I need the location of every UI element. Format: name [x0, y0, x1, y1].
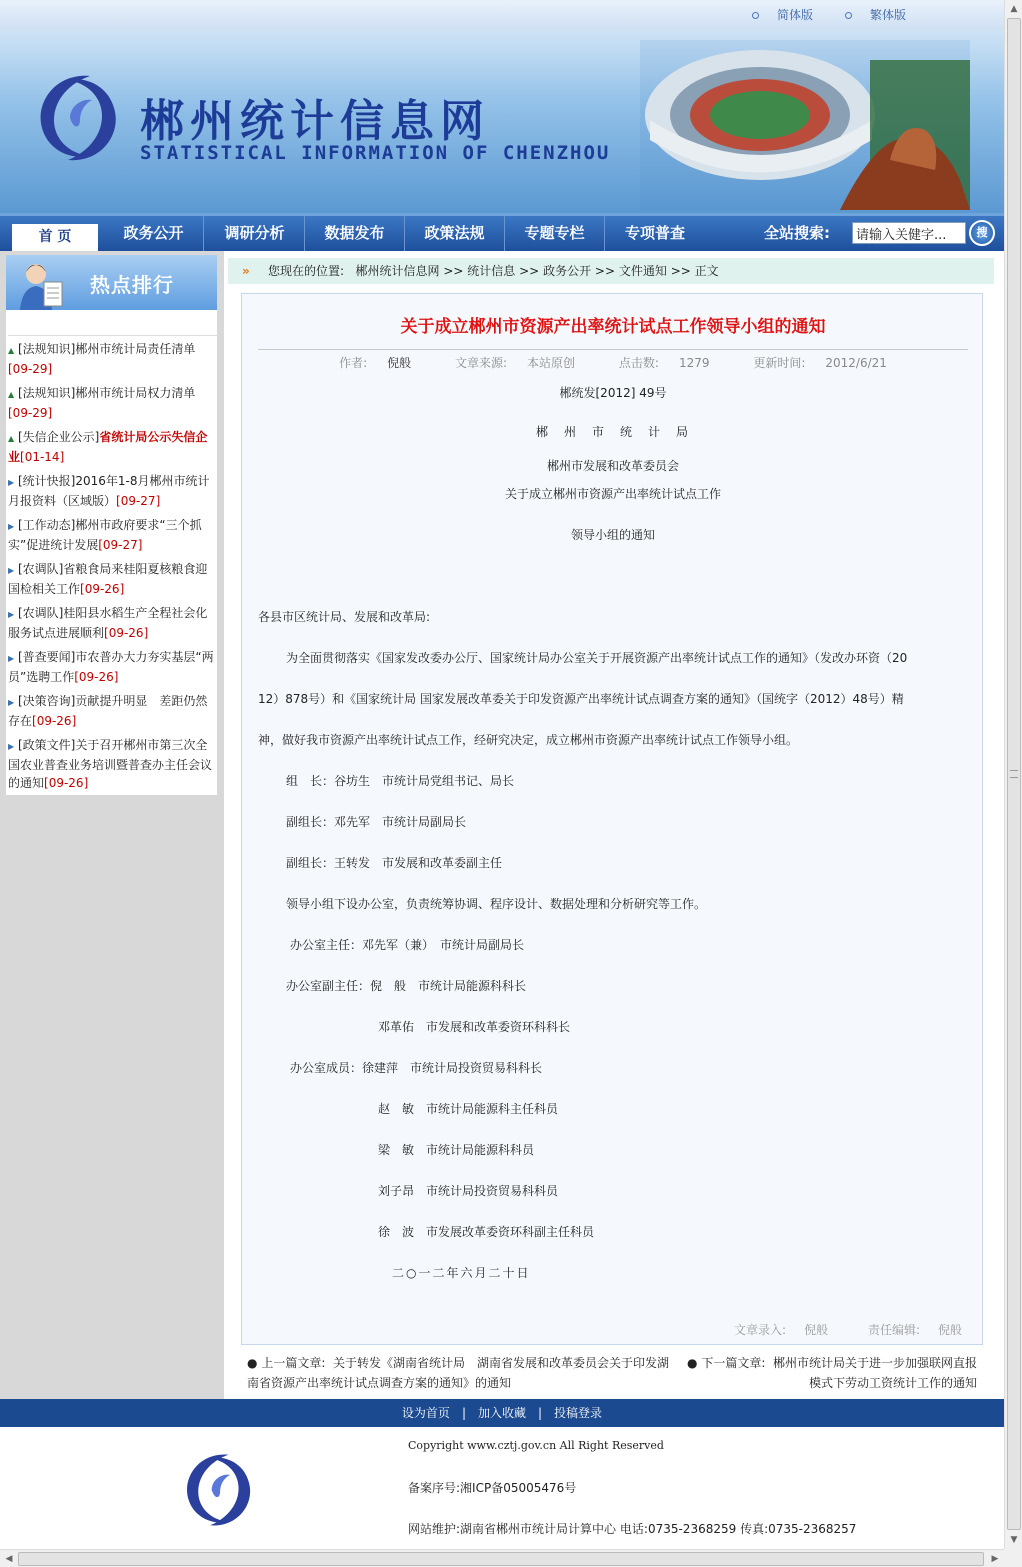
submission-login-link[interactable]: 投稿登录 — [554, 1406, 603, 1420]
list-item-date: [09-26] — [74, 670, 119, 684]
main-nav — [0, 213, 1004, 251]
footer-link-bar — [0, 1399, 1004, 1427]
scroll-grip-icon — [1010, 770, 1018, 778]
next-label: 下一篇文章: — [701, 1356, 766, 1370]
article-navigation — [241, 1353, 983, 1393]
site-title: 郴州统计信息网 — [140, 96, 490, 147]
stadium-photo — [640, 40, 970, 210]
scroll-left-icon[interactable]: ◀ — [5, 1554, 13, 1564]
bullet-icon: ● — [687, 1356, 698, 1370]
hot-ranking-header — [6, 255, 217, 310]
simplified-label[interactable]: 简体版 — [777, 8, 814, 22]
footer — [0, 1427, 1004, 1549]
footer-logo-icon — [175, 1448, 261, 1532]
member-line-2: 赵 敏 市统计局能源科主任科员 — [378, 1102, 559, 1116]
previous-label: 上一篇文章: — [261, 1356, 326, 1370]
breadcrumb-current: 正文 — [694, 264, 719, 278]
list-item-text[interactable]: [农调队]桂阳县水稻生产全程社会化服务试点进展顺利 — [8, 606, 208, 640]
list-item-text[interactable]: [工作动态]郴州市政府要求“三个抓实”促进统计发展 — [8, 518, 202, 552]
icp-label: 备案序号: — [408, 1481, 461, 1495]
search-input[interactable] — [852, 222, 966, 244]
search-button[interactable]: 搜 — [969, 220, 995, 246]
top-bar — [0, 0, 1004, 30]
author-label: 作者: — [339, 356, 368, 370]
fax-label: 传真: — [740, 1522, 769, 1536]
site-logo-icon[interactable] — [30, 68, 125, 168]
next-article — [687, 1353, 977, 1393]
nav-item-data-release[interactable]: 数据发布 — [305, 216, 405, 251]
bullet-icon — [845, 12, 852, 19]
list-item-date: [01-14] — [20, 450, 65, 464]
list-item-text[interactable]: [法规知识]郴州市统计局责任清单 — [18, 342, 196, 356]
office-deputy-line-1: 办公室副主任：倪 般 市统计局能源科科长 — [286, 979, 527, 993]
leader-line: 组 长：谷坊生 市统计局党组书记、局长 — [286, 774, 515, 788]
copyright: Copyright www.cztj.gov.cn All Right Reserved — [408, 1439, 664, 1452]
list-item[interactable] — [8, 468, 219, 512]
salutation: 各县市区统计局、发展和改革局: — [258, 610, 431, 624]
next-article-link[interactable]: 郴州市统计局关于进一步加强联网直报模式下劳动工资统计工作的通知 — [773, 1356, 978, 1390]
maintenance-info — [408, 1520, 856, 1537]
updated-value: 2012/6/21 — [825, 356, 887, 370]
list-item[interactable] — [8, 336, 219, 380]
list-item-text[interactable]: [政策文件]关于召开郴州市第三次全国农业普查业务培训暨普查办主任会议的通知 — [8, 738, 213, 790]
body-line-1: 为全面贯彻落实《国家发改委办公厅、国家统计局办公室关于开展资源产出率统计试点工作的通知》（发改办环资（20 — [286, 651, 908, 665]
hot-ranking-title: 热点排行 — [90, 273, 174, 297]
article-meta — [242, 354, 984, 371]
search-label: 全站搜索: — [764, 224, 830, 242]
horizontal-scrollbar[interactable] — [0, 1549, 1004, 1567]
list-item-date: [09-29] — [8, 406, 53, 420]
entry-label: 文章录入: — [734, 1323, 787, 1337]
up-arrow-icon: ▲ — [8, 434, 15, 443]
maint-value: 湖南省郴州市统计局计算中心 — [460, 1522, 617, 1536]
nav-item-research[interactable]: 调研分析 — [205, 216, 305, 251]
scroll-up-icon[interactable]: ▲ — [1010, 4, 1018, 14]
list-item-date: [09-29] — [8, 362, 53, 376]
list-item-date: [09-26] — [44, 776, 89, 790]
triangle-right-icon: ▶ — [8, 654, 15, 663]
list-item-text[interactable]: [农调队]省粮食局来桂阳夏核粮食迎国检相关工作 — [8, 562, 208, 596]
breadcrumb-link-statistics[interactable]: 统计信息 — [467, 264, 516, 278]
member-line-5: 徐 波 市发展改革委资环科副主任科员 — [378, 1225, 595, 1239]
breadcrumb-text — [268, 258, 719, 284]
list-item-date: [09-26] — [80, 582, 125, 596]
traditional-chinese-link[interactable] — [845, 6, 906, 23]
breadcrumb-label: 您现在的位置: — [268, 264, 345, 278]
breadcrumb-link-notices[interactable]: 文件通知 — [618, 264, 667, 278]
scrollbar-corner — [1004, 1549, 1022, 1567]
separator: | — [461, 1406, 466, 1420]
list-item-text[interactable]: [决策咨询]贡献提升明显 差距仍然存在 — [8, 694, 208, 728]
scroll-down-icon[interactable]: ▼ — [1010, 1535, 1018, 1545]
scroll-thumb[interactable] — [18, 1552, 984, 1566]
source-label: 文章来源: — [455, 356, 508, 370]
site-subtitle: STATISTICAL INFORMATION OF CHENZHOU — [140, 142, 611, 164]
maint-label: 网站维护: — [408, 1522, 461, 1536]
breadcrumb — [228, 258, 994, 284]
list-item[interactable] — [8, 600, 219, 644]
nav-item-policy[interactable]: 政策法规 — [405, 216, 505, 251]
list-item-text[interactable]: [法规知识]郴州市统计局权力清单 — [18, 386, 196, 400]
list-item-text[interactable]: [失信企业公示] — [18, 430, 100, 444]
member-line-4: 刘子昂 市统计局投资贸易科科员 — [378, 1184, 559, 1198]
list-item[interactable] — [8, 424, 219, 468]
issuer-statistics-bureau: 郴 州 市 统 计 局 — [535, 425, 690, 439]
list-item[interactable] — [8, 512, 219, 556]
hits-label: 点击数: — [618, 356, 659, 370]
list-item-date: [09-27] — [98, 538, 143, 552]
icp-record — [408, 1479, 576, 1496]
entry-value: 倪般 — [804, 1323, 829, 1337]
editor-label: 责任编辑: — [867, 1323, 920, 1337]
breadcrumb-link-affairs[interactable]: 政务公开 — [543, 264, 592, 278]
vertical-scrollbar[interactable] — [1004, 0, 1022, 1549]
triangle-right-icon: ▶ — [8, 566, 15, 575]
deputy-line-2: 副组长：王转发 市发展和改革委副主任 — [286, 856, 503, 870]
list-item-text[interactable]: [统计快报]2016年1-8月郴州市统计月报资料（区域版） — [8, 474, 210, 508]
list-item[interactable] — [8, 556, 219, 600]
article-footer — [698, 1321, 962, 1338]
hot-ranking-list — [8, 335, 219, 794]
nav-item-government-affairs[interactable]: 政务公开 — [104, 216, 204, 251]
tel-value: 0735-2368259 — [647, 1522, 737, 1536]
list-item[interactable] — [8, 732, 219, 794]
scroll-right-icon[interactable]: ▶ — [991, 1554, 999, 1564]
tel-label: 电话: — [619, 1522, 648, 1536]
breadcrumb-separator: >> — [594, 264, 616, 278]
nav-item-topics[interactable]: 专题专栏 — [505, 216, 605, 251]
set-homepage-link[interactable]: 设为首页 — [401, 1406, 450, 1420]
doc-heading-line1: 关于成立郴州市资源产出率统计试点工作 — [504, 487, 721, 501]
updated-label: 更新时间: — [753, 356, 806, 370]
bullet-icon: ● — [247, 1356, 258, 1370]
triangle-right-icon: ▶ — [8, 610, 15, 619]
list-item-date: [09-26] — [104, 626, 149, 640]
editor-value: 倪般 — [937, 1323, 962, 1337]
list-item[interactable] — [8, 688, 219, 732]
body-line-2: 12）878号）和《国家统计局 国家发展改革委关于印发资源产出率统计试点调查方案的通知》（国统字（2012）48号）精 — [258, 692, 904, 706]
bullet-icon — [752, 12, 759, 19]
triangle-right-icon: ▶ — [8, 698, 15, 707]
previous-article — [247, 1353, 677, 1393]
list-item-date: [09-27] — [116, 494, 161, 508]
icp-value: 湘ICP备05005476号 — [460, 1481, 577, 1495]
breadcrumb-separator: >> — [670, 264, 691, 278]
breadcrumb-arrow-icon: » — [242, 264, 250, 278]
nav-home-tab[interactable]: 首 页 — [12, 224, 98, 251]
triangle-right-icon: ▶ — [8, 478, 15, 487]
person-avatar-icon — [20, 258, 64, 310]
fax-value: 0735-2368257 — [768, 1522, 857, 1536]
separator: | — [538, 1406, 543, 1420]
breadcrumb-separator: >> — [443, 264, 464, 278]
breadcrumb-link-home[interactable]: 郴州统计信息网 — [355, 264, 440, 278]
issuer-development-commission: 郴州市发展和改革委员会 — [546, 459, 679, 473]
article-title: 关于成立郴州市资源产出率统计试点工作领导小组的通知 — [400, 317, 826, 337]
triangle-right-icon: ▶ — [8, 742, 15, 751]
list-item-text[interactable]: [普查要闻]市农普办大力夯实基层“两员”选聘工作 — [8, 650, 214, 684]
list-item-highlight[interactable]: 省统计局公示失信企业 — [8, 430, 208, 464]
source-value: 本站原创 — [527, 356, 576, 370]
site-banner — [0, 30, 1004, 213]
sidebar — [0, 251, 224, 1399]
simplified-chinese-link[interactable] — [752, 6, 813, 23]
hot-ranking-panel — [6, 255, 217, 795]
hits-value: 1279 — [678, 356, 710, 370]
member-line-1: 办公室成员：徐建萍 市统计局投资贸易科科长 — [290, 1061, 543, 1075]
breadcrumb-separator: >> — [519, 264, 540, 278]
up-arrow-icon: ▲ — [8, 346, 15, 355]
author-value: 倪般 — [387, 356, 412, 370]
document-date: 二○一二年六月二十日 — [392, 1266, 531, 1280]
triangle-right-icon: ▶ — [8, 522, 15, 531]
article — [241, 293, 983, 1345]
doc-heading-line2: 领导小组的通知 — [570, 528, 655, 542]
body-line-3: 神，做好我市资源产出率统计试点工作，经研究决定，成立郴州市资源产出率统计试点工作领导小组。 — [258, 733, 799, 747]
traditional-label[interactable]: 繁体版 — [870, 8, 907, 22]
member-line-3: 梁 敏 市统计局能源科科员 — [378, 1143, 535, 1157]
deputy-line-1: 副组长：邓先军 市统计局副局长 — [286, 815, 467, 829]
office-description: 领导小组下设办公室，负责统筹协调、程序设计、数据处理和分析研究等工作。 — [286, 897, 707, 911]
previous-article-link[interactable]: 关于转发《湖南省统计局 湖南省发展和改革委员会关于印发湖南省资源产出率统计试点调查方案的通知》的通知 — [247, 1356, 670, 1390]
doc-number: 郴统发[2012] 49号 — [559, 386, 667, 400]
office-head-line: 办公室主任：邓先军（兼） 市统计局副局长 — [290, 938, 525, 952]
list-item[interactable] — [8, 380, 219, 424]
list-item-date: [09-26] — [32, 714, 77, 728]
divider — [258, 349, 968, 350]
add-favorite-link[interactable]: 加入收藏 — [477, 1406, 526, 1420]
nav-item-census[interactable]: 专项普查 — [624, 224, 685, 242]
up-arrow-icon: ▲ — [8, 390, 15, 399]
office-deputy-line-2: 邓革佑 市发展和改革委资环科科长 — [378, 1020, 571, 1034]
list-item[interactable] — [8, 644, 219, 688]
